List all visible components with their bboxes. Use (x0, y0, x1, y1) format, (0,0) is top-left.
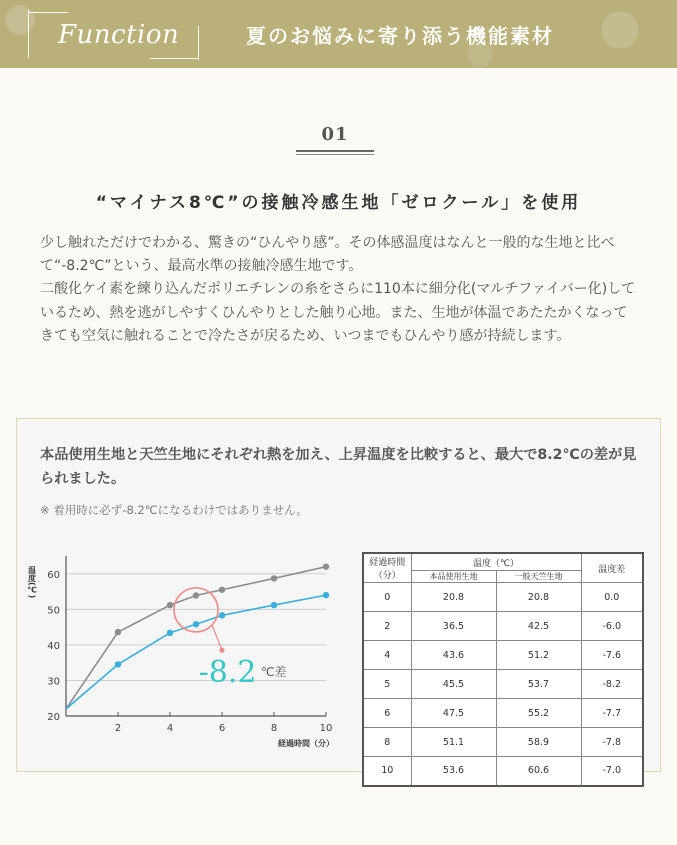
table-cell-diff: -7.8 (581, 728, 643, 757)
frame-line (198, 26, 199, 60)
table-row (363, 583, 643, 612)
x-tick-label: 10 (319, 723, 333, 734)
table-cell-general: 55.2 (496, 699, 581, 728)
section-number: 01 (321, 124, 349, 145)
table-cell-time: 2 (363, 612, 411, 641)
table-cell-time: 10 (363, 757, 411, 786)
y-axis-label: 温度(℃) (27, 566, 37, 599)
divider (296, 150, 374, 152)
y-tick-label: 50 (47, 605, 60, 617)
table-cell-time: 0 (363, 583, 411, 612)
body-text (40, 232, 640, 348)
frame-line (28, 10, 29, 58)
table-row (363, 757, 643, 786)
table-cell-product: 36.5 (411, 612, 496, 641)
banner-title: 夏のお悩みに寄り添う機能素材 (246, 24, 554, 48)
table-cell-time: 8 (363, 728, 411, 757)
table-cell-general: 53.7 (496, 670, 581, 699)
x-tick-label: 4 (166, 723, 174, 734)
header-time: 経過時間（分） (363, 553, 411, 583)
header-product: 本品使用生地 (411, 571, 496, 583)
highlight-leader (212, 625, 222, 650)
x-tick-label: 2 (114, 723, 122, 734)
data-point (115, 629, 121, 635)
table-cell-product: 20.8 (411, 583, 496, 612)
table-cell-time: 5 (363, 670, 411, 699)
table-cell-general: 42.5 (496, 612, 581, 641)
table-cell-product: 47.5 (411, 699, 496, 728)
frame-line (28, 12, 68, 13)
banner-script-title: Function (58, 20, 180, 50)
divider (296, 154, 374, 155)
table-row (363, 641, 643, 670)
table-cell-product: 45.5 (411, 670, 496, 699)
table-cell-product: 43.6 (411, 641, 496, 670)
header-diff: 温度差 (581, 553, 643, 583)
frame-line (150, 58, 198, 59)
table-cell-diff: -7.0 (581, 757, 643, 786)
y-tick-label: 40 (47, 640, 60, 652)
table-cell-diff: 0.0 (581, 583, 643, 612)
table-row (363, 670, 643, 699)
table-cell-diff: -7.6 (581, 641, 643, 670)
data-point (323, 563, 329, 569)
table-cell-general: 58.9 (496, 728, 581, 757)
y-tick-label: 60 (47, 569, 60, 581)
table-cell-general: 20.8 (496, 583, 581, 612)
comparison-lead: 本品使用生地と天竺生地にそれぞれ熱を加え、上昇温度を比較すると、最大で8.2℃の差が見られました。 (40, 447, 637, 487)
table-cell-general: 51.2 (496, 641, 581, 670)
temperature-chart (20, 548, 340, 758)
data-point (271, 575, 277, 581)
comparison-note: ※ 着用時に必ず-8.2℃になるわけではありません。 (40, 503, 308, 517)
table-cell-time: 6 (363, 699, 411, 728)
paragraph: 少し触れただけでわかる、驚きの“ひんやり感”。その体感温度はなんと一般的な生地と比べて“-8.2℃”という、最高水準の接触冷感生地です。 (40, 235, 615, 275)
data-point (115, 661, 121, 667)
data-point (323, 592, 329, 598)
data-point (193, 592, 199, 598)
table-row (363, 728, 643, 757)
header-general: 一般天竺生地 (496, 571, 581, 583)
y-tick-label: 30 (47, 676, 60, 688)
table-cell-diff: -8.2 (581, 670, 643, 699)
temperature-table (362, 552, 644, 787)
data-point (219, 612, 225, 618)
section-heading: “マイナス8℃”の接触冷感生地「ゼロクール」を使用 (95, 193, 582, 213)
paragraph: 二酸化ケイ素を練り込んだポリエチレンの糸をさらに110本に細分化(マルチファイバー化)しているため、熱を逃がしやすくひんやりとした触り心地。また、生地が体温であたたかくなってきても空気に触れることで冷たさが戻るため、いつまでもひんやり感が持続します。 (40, 281, 636, 344)
header-banner (0, 0, 677, 68)
table-row (363, 699, 643, 728)
x-tick-label: 8 (270, 723, 278, 734)
table-cell-diff: -7.7 (581, 699, 643, 728)
x-axis-label: 経過時間（分） (278, 739, 334, 748)
header-temp: 温度（℃） (411, 553, 581, 571)
data-point (167, 602, 173, 608)
data-point (193, 621, 199, 627)
table-cell-time: 4 (363, 641, 411, 670)
table-cell-diff: -6.0 (581, 612, 643, 641)
table-cell-general: 60.6 (496, 757, 581, 786)
difference-value: -8.2 (198, 655, 257, 691)
y-tick-label: 20 (47, 712, 60, 723)
table-row (363, 612, 643, 641)
data-point (271, 602, 277, 608)
x-tick-label: 6 (218, 723, 226, 734)
table-cell-product: 51.1 (411, 728, 496, 757)
highlight-dot (219, 648, 224, 653)
data-point (167, 630, 173, 636)
data-point (219, 587, 225, 593)
table-cell-product: 53.6 (411, 757, 496, 786)
difference-unit: ℃差 (261, 665, 287, 680)
